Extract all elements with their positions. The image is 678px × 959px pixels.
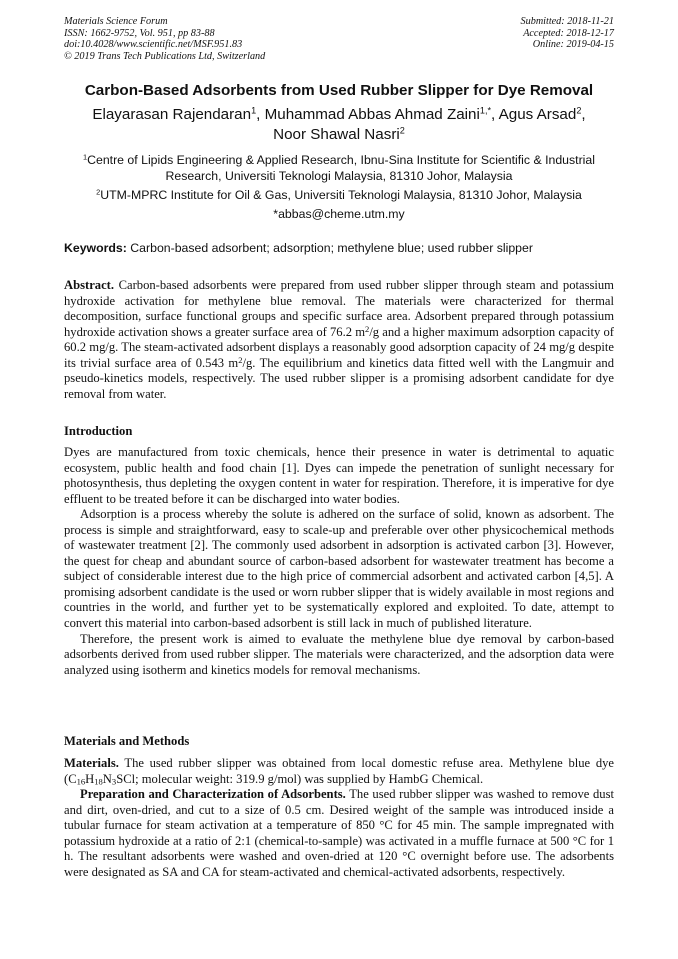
abstract-text: Carbon-based adsorbents were prepared from used rubber slipper through steam and potassium hydroxide activation for methylene blue removal. The materials were characterized for thermal decomposition, surface functional groups and specific surface area. Adsorbent prepared through potassium hydroxide activation shows a greater surface area of 76.2 m — [64, 278, 614, 339]
submitted-date: Submitted: 2018-11-21 — [520, 16, 614, 27]
author-affiliation-mark: 1 — [251, 105, 257, 116]
text: The used rubber slipper was obtained from local domestic refuse area. Methylene blue dye (C — [64, 756, 615, 786]
paragraph — [64, 756, 614, 787]
abstract-label: Abstract. — [64, 278, 115, 292]
introduction-heading: Introduction — [64, 424, 133, 438]
author-affiliation-mark: 1,* — [479, 105, 492, 116]
text: N — [102, 771, 112, 786]
superscript: 2 — [238, 354, 243, 365]
author-affiliation-mark: 2 — [399, 125, 405, 136]
author-name: Agus Arsad — [498, 106, 577, 123]
keywords-label: Keywords: — [64, 241, 127, 255]
doi-line: doi:10.4028/www.scientific.net/MSF.951.83 — [64, 39, 243, 51]
subheading: Materials. — [64, 756, 119, 770]
keywords — [64, 241, 614, 255]
keywords-text: Carbon-based adsorbent; adsorption; methylene blue; used rubber slipper — [130, 241, 533, 255]
submission-dates — [521, 16, 614, 51]
copyright-line: © 2019 Trans Tech Publications Ltd, Switzerland — [64, 50, 266, 62]
accepted-date: Accepted: 2018-12-17 — [523, 27, 614, 39]
affiliation-text: Centre of Lipids Engineering & Applied Research, Ibnu-Sina Institute for Scientific & Industrial Research, Universiti Teknologi Malaysia, 81310 Johor, Malaysia — [87, 153, 595, 183]
affiliation-mark: 2 — [96, 187, 101, 197]
text: The used rubber slipper was washed to remove dust and dirt, oven-dried, and cut to a size of 0.5 cm. Desired weight of the sample was introduced inside a tubular furnace for steam activation at a temperature of 850 °C for 45 min. The sample impregnated with potassium hydroxide at a ratio of 2:1 (chemical-to-sample) was activated in a muffle furnace at 500 °C for 1 h. The resultant adsorbents were washed and oven-dried at 120 °C overnight before use. The adsorbents were designated as SA and CA for steam-activated and chemical-activated adsorbents, respectively. — [64, 787, 614, 879]
affiliation-2 — [64, 187, 614, 203]
journal-info — [64, 16, 265, 62]
subscript: 18 — [94, 775, 103, 786]
subscript: 3 — [111, 775, 117, 786]
online-date: Online: 2019-04-15 — [532, 39, 614, 51]
subscript: 16 — [76, 775, 86, 786]
journal-name: Materials Science Forum — [64, 16, 168, 27]
abstract — [64, 278, 614, 402]
paragraph: Adsorption is a process whereby the solute is adhered on the surface of solid, known as adsorbent. The process is simple and straightforward, easy to scale-up and preferable over other physicochemical methods of wastewater treatment [2]. The commonly used adsorbent in adsorption is activated carbon [3]. However, the quest for cheap and abundant source of carbon-based adsorbent for wastewater treatment has become a subject of considerable interest due to the high price of commercial adsorbent and activated carbon [4,5]. A promising adsorbent candidate is the used or worn rubber slipper that is widely available in most regions and countries in the world, and further yet to be systematically explored and exploited. To date, attempt to convert this material into carbon-based adsorbent is still lack in much of published literature. — [64, 507, 614, 631]
paragraph: Therefore, the present work is aimed to evaluate the methylene blue dye removal by carbon-based adsorbents derived from used rubber slipper. The materials were characterized, and the adsorption data were analyzed using isotherm and kinetics models for removal mechanisms. — [64, 631, 614, 677]
materials-methods-heading: Materials and Methods — [64, 734, 190, 748]
text: H — [85, 771, 95, 786]
affiliation-mark: 1 — [83, 152, 88, 162]
text: SCl; molecular weight: 319.9 g/mol) was supplied by HambG Chemical. — [116, 771, 484, 786]
paper-title: Carbon-Based Adsorbents from Used Rubber Slipper for Dye Removal — [84, 82, 594, 99]
author-name: Elayarasan Rajendaran — [92, 106, 252, 123]
subheading: Preparation and Characterization of Adsorbents. — [80, 787, 346, 802]
paragraph — [64, 787, 614, 880]
introduction-section — [64, 445, 614, 678]
issn-line: ISSN: 1662-9752, Vol. 951, pp 83-88 — [64, 27, 215, 39]
author-list: Elayarasan Rajendaran$^1$, Muhammad Abbas Ahmad Zaini$^{1,*}$, Agus Arsad$^2$, Noor Shawal Nasri$^2$ — [92, 105, 586, 143]
paragraph: Dyes are manufactured from toxic chemicals, hence their presence in water is detrimental to aquatic ecosystem, public health and food chain [1]. Dyes can impede the penetration of sunlight necessary for photosynthesis, thus depleting the oxygen content in water for respiration. Therefore, it is imperative for dye effluent to be treated before it can be discharged into water bodies. — [64, 445, 614, 506]
abstract-text: /g. The equilibrium and kinetics data fitted well with the Langmuir and pseudo-kinetics models, respectively. The used rubber slipper is a promising adsorbent candidate for dye removal from water. — [64, 355, 614, 401]
materials-methods-section — [64, 756, 614, 880]
affiliation-text: UTM-MPRC Institute for Oil & Gas, Universiti Teknologi Malaysia, 81310 Johor, Malaysia — [100, 188, 582, 202]
corresponding-email: *abbas@cheme.utm.my — [273, 207, 405, 221]
abstract-text: /g and a higher maximum adsorption capacity of 60.2 mg/g. The steam-activated adsorbent displays a reasonably good adsorption capacity of 24 mg/g despite its trivial surface area of 0.543 m — [64, 324, 614, 370]
superscript: 2 — [365, 323, 370, 334]
author-name: Noor Shawal Nasri — [273, 126, 400, 143]
author-name: Muhammad Abbas Ahmad Zaini — [264, 106, 480, 123]
affiliation-1 — [64, 152, 614, 184]
author-affiliation-mark: 2 — [576, 105, 582, 116]
